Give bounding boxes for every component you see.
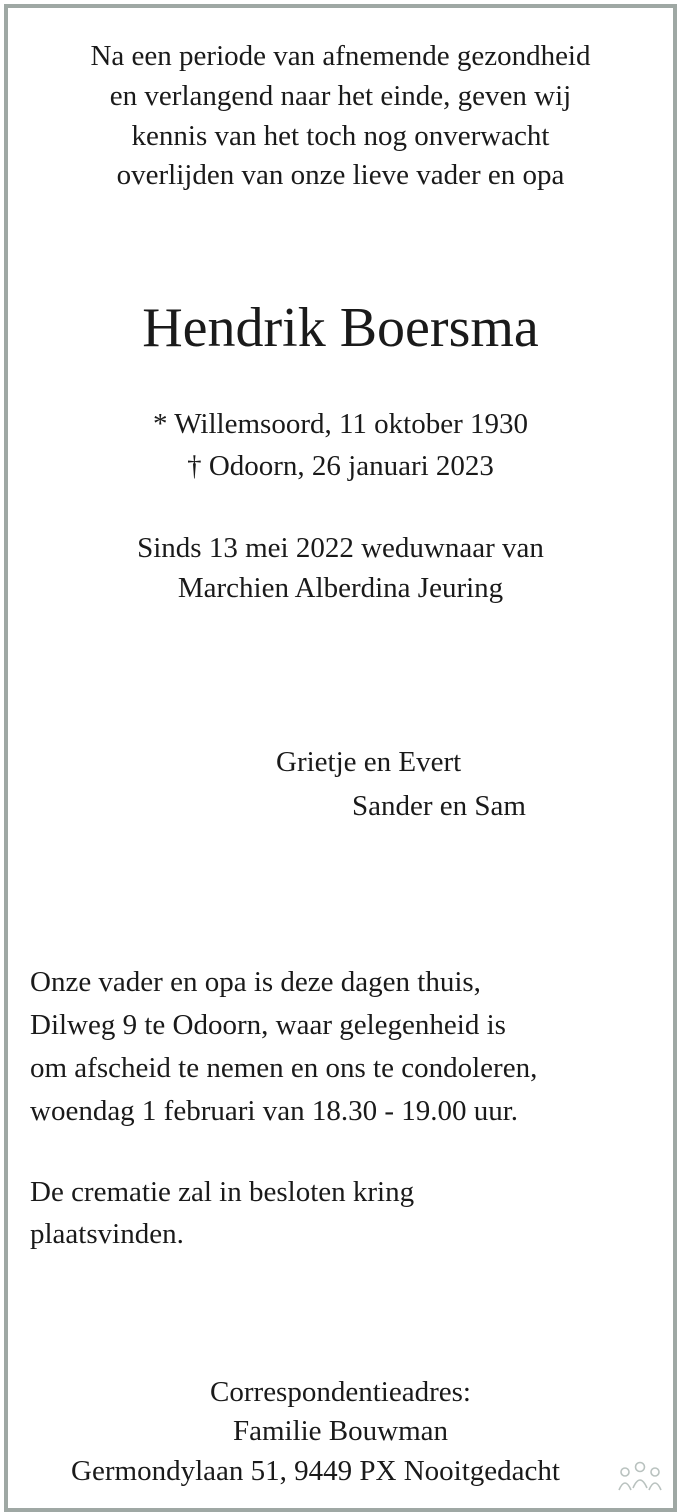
- people-group-icon: [617, 1458, 663, 1498]
- notice-frame: [4, 4, 677, 1512]
- intro-line-4: overlijden van onze lieve vader en opa: [116, 159, 565, 191]
- visitation-line-2: Dilweg 9 te Odoorn, waar gelegenheid is: [30, 1009, 506, 1041]
- cremation-line-1: De crematie zal in besloten kring: [30, 1176, 415, 1208]
- correspondence-family: Familie Bouwman: [232, 1415, 449, 1447]
- widower-line-1: Sinds 13 mei 2022 weduwnaar van: [137, 532, 544, 564]
- family-line-1: Grietje en Evert: [276, 746, 462, 778]
- intro-line-2: en verlangend naar het einde, geven wij: [109, 80, 572, 112]
- intro-line-3: kennis van het toch nog onverwacht: [131, 120, 550, 152]
- widower-line-2: Marchien Alberdina Jeuring: [177, 572, 504, 604]
- birth-line: * Willemsoord, 11 oktober 1930: [153, 408, 528, 440]
- deceased-name: Hendrik Boersma: [142, 297, 539, 359]
- correspondence-label: Correspondentieadres:: [210, 1376, 471, 1408]
- visitation-line-3: om afscheid te nemen en ons te condoleren,: [30, 1052, 538, 1084]
- visitation-line-1: Onze vader en opa is deze dagen thuis,: [30, 966, 481, 998]
- intro-line-1: Na een periode van afnemende gezondheid: [90, 40, 591, 72]
- cremation-line-2: plaatsvinden.: [30, 1218, 184, 1250]
- correspondence-address: Germondylaan 51, 9449 PX Nooitgedacht: [71, 1455, 560, 1487]
- death-line: † Odoorn, 26 januari 2023: [187, 450, 494, 482]
- visitation-line-4: woendag 1 februari van 18.30 - 19.00 uur.: [30, 1095, 519, 1127]
- family-line-2: Sander en Sam: [352, 790, 526, 822]
